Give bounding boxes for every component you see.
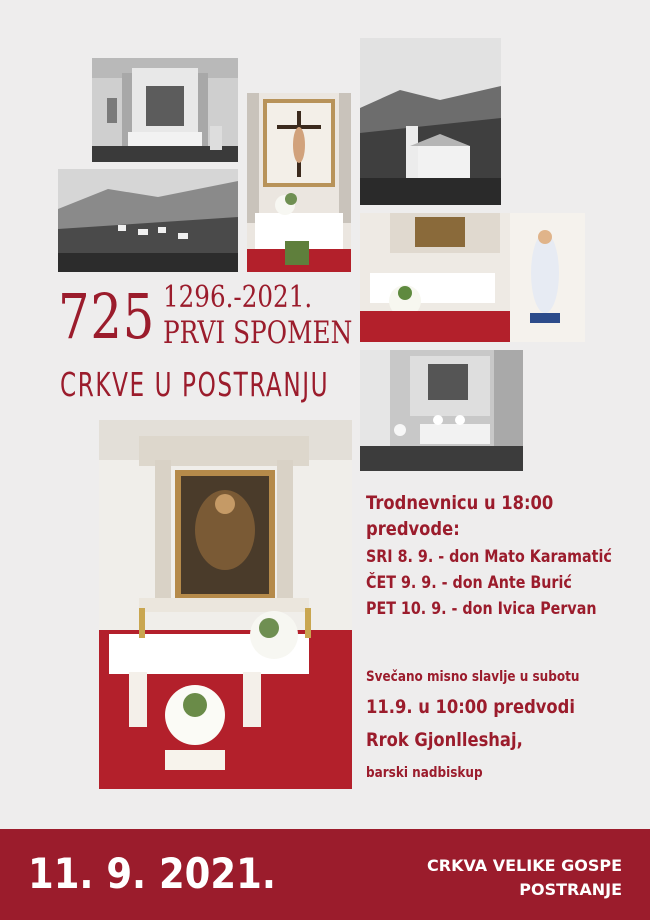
triduum-item-fri: PET 10. 9. - don Ivica Pervan [366, 599, 597, 619]
anniversary-number: 725 [58, 280, 156, 353]
photo-main-altar [99, 420, 352, 789]
triduum-heading-line1: Trodnevnicu u 18:00 [366, 492, 554, 514]
first-mention-heading: PRVI SPOMEN [163, 315, 353, 351]
mass-celebrant-title: barski nadbiskup [366, 765, 483, 781]
triduum-heading-line2: predvode: [366, 518, 460, 540]
triduum-item-wed: SRI 8. 9. - don Mato Karamatić [366, 547, 612, 567]
church-heading: CRKVE U POSTRANJU [60, 365, 330, 404]
footer-church-line1: CRKVA VELIKE GOSPE [427, 856, 622, 875]
anniversary-years: 1296.-2021. [163, 280, 313, 315]
footer-church [427, 854, 622, 902]
mass-line2: 11.9. u 10:00 predvodi [366, 696, 575, 718]
triduum-item-thu: ČET 9. 9. - don Ante Burić [366, 573, 572, 593]
footer-date: 11. 9. 2021. [28, 849, 276, 898]
photo-church-interior-bw [92, 58, 238, 162]
photo-altar-crucifix [247, 93, 351, 272]
photo-church-landscape-bw [360, 38, 501, 205]
footer-church-line2: POSTRANJE [519, 880, 622, 899]
footer-bar [0, 829, 650, 920]
photo-mass-celebration-bw [360, 350, 523, 471]
mass-celebrant: Rrok Gjonlleshaj, [366, 729, 523, 751]
photo-village-panorama-bw [58, 169, 238, 272]
photo-altar-madonna [360, 213, 585, 342]
mass-line1: Svečano misno slavlje u subotu [366, 669, 580, 685]
